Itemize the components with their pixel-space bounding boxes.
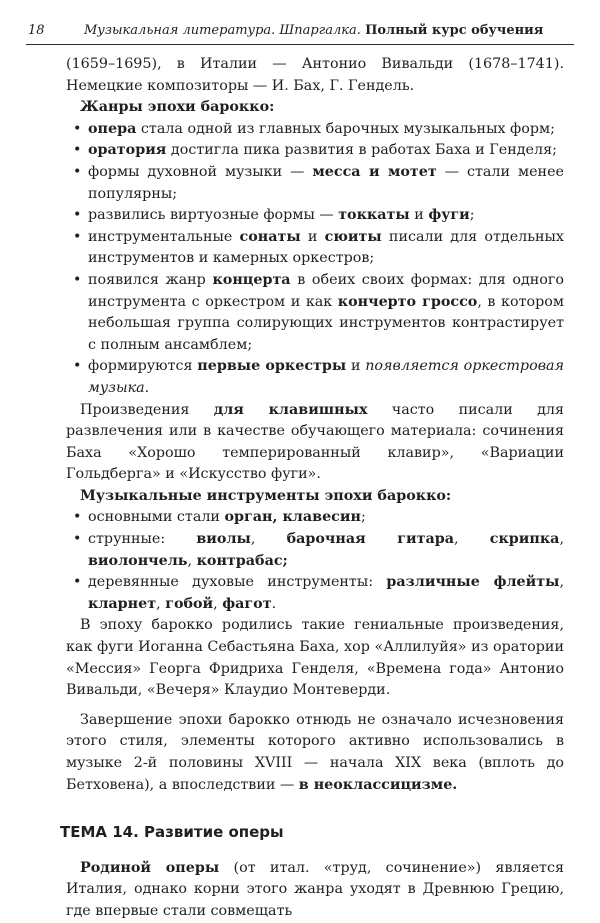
keyboard-paragraph: Произведения для клавишных часто писали для развлечения или в качестве обучающего материала: сочинения Баха «Хорошо темперированный клавир», «Вариации Гольдберга» и «Искусство фуги». <box>66 401 564 483</box>
running-title-bold: Полный курс обучения <box>365 23 544 38</box>
ending-paragraph: Завершение эпохи барокко отнюдь не означало исчезновения этого стиля, элементы которого активно использовались в музыке 2-й половины XVIII — начала XIX века (вплоть до Бетховена), а впоследствии — в неоклассицизме. <box>66 711 564 793</box>
genres-list <box>66 119 564 400</box>
topic-label: ТЕМА 14. <box>60 823 139 842</box>
intro-paragraph: (1659–1695), в Италии — Антонио Вивальди (1678–1741). Немецкие композиторы — И. Бах, Г. Гендель. <box>66 56 564 94</box>
list-item: • развились виртуозные формы — токкаты и фуги; <box>66 205 564 227</box>
opera-intro-paragraph: Родиной оперы (от итал. «труд, сочинение») является Италия, однако корни этого жанра уходят в Древнюю Грецию, где впервые стали совмещать <box>66 859 564 919</box>
list-item: • инструментальные сонаты и сюиты писали для отдельных инструментов и камерных оркестров; <box>66 227 564 270</box>
running-title <box>84 23 543 38</box>
list-item: • оратория достигла пика развития в работах Баха и Генделя; <box>66 140 564 162</box>
list-item: • опера стала одной из главных барочных музыкальных форм; <box>66 119 564 141</box>
list-item: • деревянные духовые инструменты: различные флейты, кларнет, гобой, фагот. <box>66 572 564 615</box>
list-item: • формируются первые оркестры и появляется оркестровая музыка. <box>66 356 564 399</box>
page-header <box>26 20 574 45</box>
instruments-heading: Музыкальные инструменты эпохи барокко: <box>80 487 452 504</box>
list-item: • формы духовной музыки — месса и мотет — стали менее популярны; <box>66 162 564 205</box>
page-number: 18 <box>28 23 45 38</box>
list-item: • появился жанр концерта в обеих своих формах: для одного инструмента с оркестром и как кончерто гроссо, в котором небольшая группа солирующих инструментов контрастирует с полным ансамблем; <box>66 270 564 356</box>
list-item: • струнные: виолы, барочная гитара, скрипка, виолончель, контрабас; <box>66 529 564 572</box>
list-item: • основными стали орган, клавесин; <box>66 507 564 529</box>
running-title-italic: Музыкальная литература. Шпаргалка. <box>84 23 361 38</box>
masterpieces-paragraph: В эпоху барокко родились такие гениальные произведения, как фуги Иоганна Себастьяна Баха, хор «Аллилуйя» из оратории «Мессия» Георга Фридриха Генделя, «Времена года» Антонио Вивальди, «Вечеря» Клаудио Монтеверди. <box>66 617 564 699</box>
topic-heading <box>60 822 564 844</box>
topic-title: Развитие оперы <box>138 823 284 842</box>
instruments-list <box>66 507 564 615</box>
genres-heading: Жанры эпохи барокко: <box>80 99 275 116</box>
page-body <box>60 54 565 923</box>
